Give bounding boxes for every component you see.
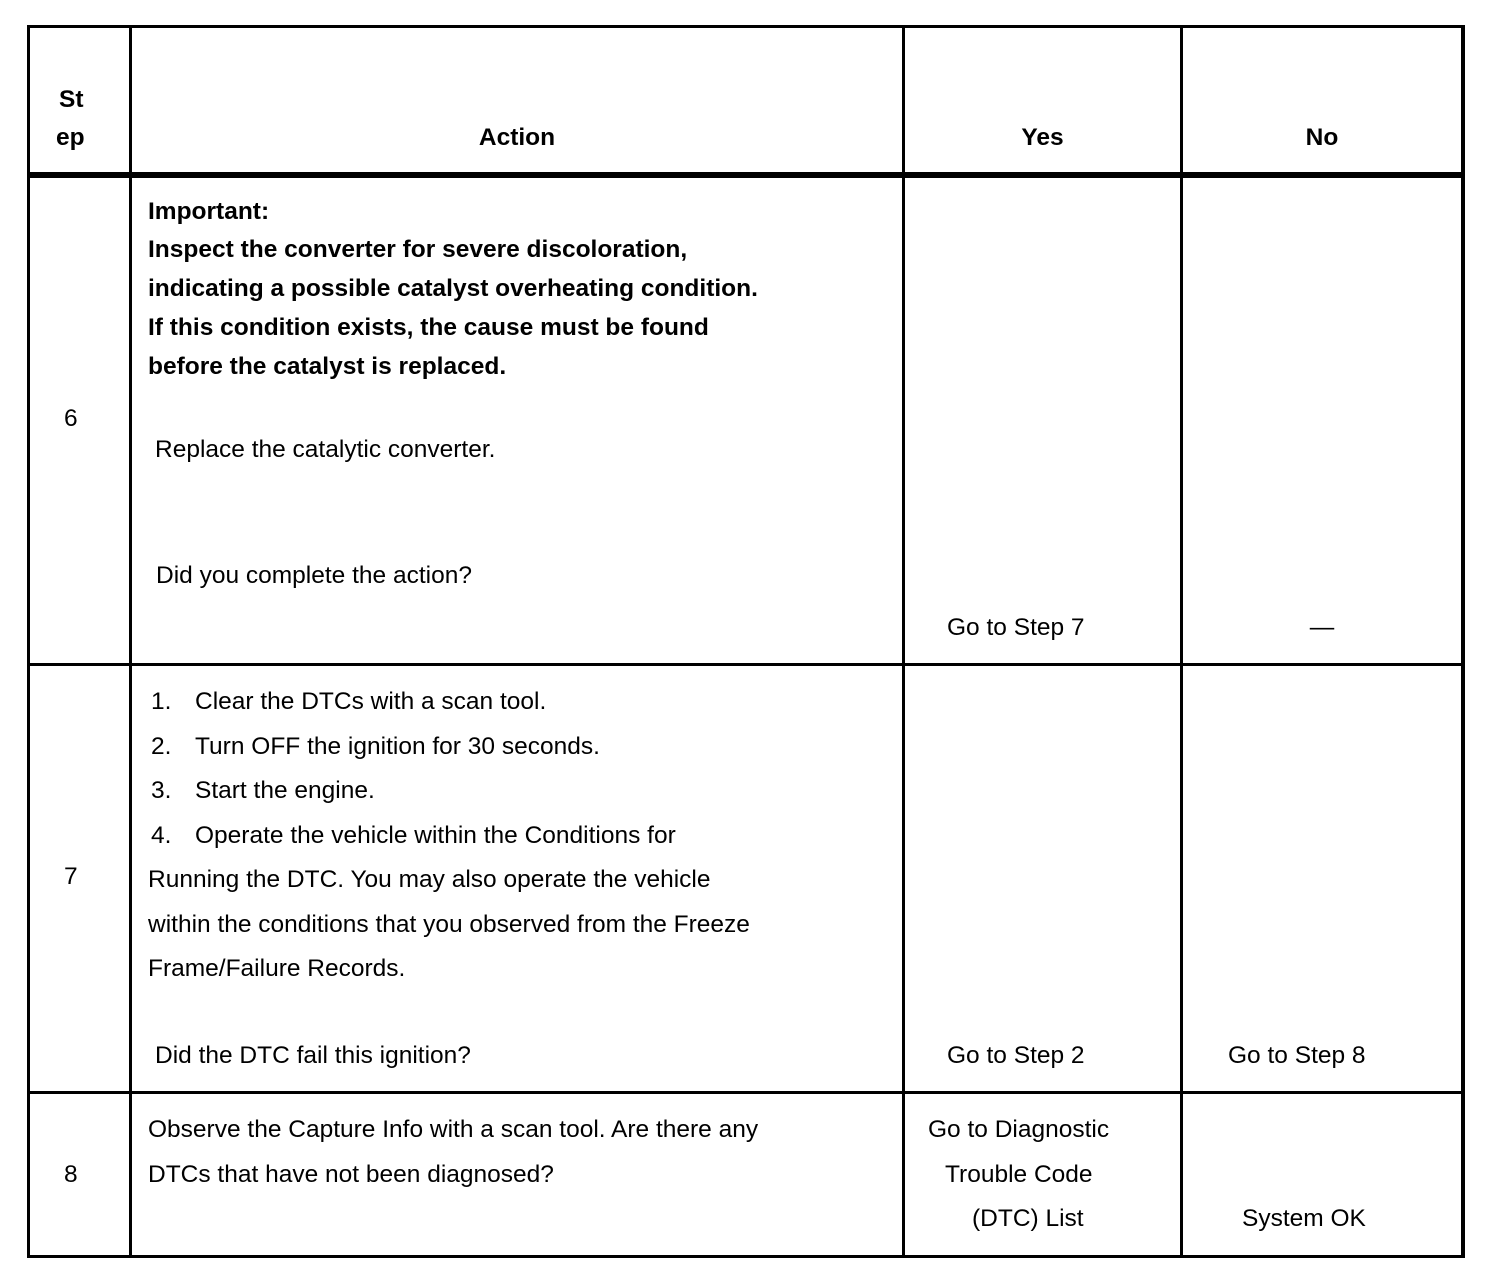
diagnostic-table bbox=[27, 25, 1465, 1258]
list-item-text-1: Clear the DTCs with a scan tool. bbox=[195, 688, 547, 715]
header-step-line1: St bbox=[59, 86, 84, 113]
important-line-3: If this condition exists, the cause must be found bbox=[148, 314, 709, 341]
important-line-4: before the catalyst is replaced. bbox=[148, 353, 507, 380]
table-border-bottom bbox=[27, 1255, 1465, 1258]
important-label: Important: bbox=[148, 198, 270, 225]
step-number-6: 6 bbox=[64, 405, 78, 432]
table-border-right bbox=[1461, 25, 1465, 1258]
yes-result-7: Go to Step 2 bbox=[947, 1042, 1085, 1069]
list-item-text-2: Turn OFF the ignition for 30 seconds. bbox=[195, 733, 600, 760]
no-result-8: System OK bbox=[1242, 1205, 1366, 1232]
no-result-6: — bbox=[1309, 614, 1335, 641]
yes-result-8-line-3: (DTC) List bbox=[972, 1205, 1084, 1232]
list-item-number-1: 1. bbox=[151, 688, 172, 715]
yes-result-8-line-2: Trouble Code bbox=[945, 1161, 1093, 1188]
header-divider bbox=[27, 172, 1465, 178]
step-number-7: 7 bbox=[64, 863, 78, 890]
list-item-number-4: 4. bbox=[151, 822, 172, 849]
action-line-8-2: DTCs that have not been diagnosed? bbox=[148, 1161, 554, 1188]
row-divider-7-8 bbox=[27, 1091, 1465, 1094]
step-number-8: 8 bbox=[64, 1161, 78, 1188]
question-text-7: Did the DTC fail this ignition? bbox=[155, 1042, 471, 1069]
column-divider-action bbox=[129, 25, 132, 1258]
list-item-text-4: Operate the vehicle within the Conditions for bbox=[195, 822, 676, 849]
no-result-7: Go to Step 8 bbox=[1228, 1042, 1366, 1069]
header-action: Action bbox=[478, 124, 556, 151]
table-border-top bbox=[27, 25, 1465, 28]
column-divider-no bbox=[1180, 25, 1183, 1258]
question-text: Did you complete the action? bbox=[156, 562, 472, 589]
table-border-left bbox=[27, 25, 30, 1258]
row-divider-6-7 bbox=[27, 663, 1465, 666]
important-line-1: Inspect the converter for severe discoloration, bbox=[148, 236, 688, 263]
yes-result-6: Go to Step 7 bbox=[947, 614, 1085, 641]
header-step-line2: ep bbox=[56, 124, 85, 151]
continuation-line-1: Running the DTC. You may also operate the vehicle bbox=[148, 866, 711, 893]
list-item-text-3: Start the engine. bbox=[195, 777, 375, 804]
important-line-2: indicating a possible catalyst overheating condition. bbox=[148, 275, 758, 302]
continuation-line-2: within the conditions that you observed from the Freeze bbox=[148, 911, 750, 938]
column-divider-yes bbox=[902, 25, 905, 1258]
continuation-line-3: Frame/Failure Records. bbox=[148, 955, 406, 982]
header-no: No bbox=[1305, 124, 1339, 151]
header-yes: Yes bbox=[1021, 124, 1064, 151]
list-item-number-3: 3. bbox=[151, 777, 172, 804]
list-item-number-2: 2. bbox=[151, 733, 172, 760]
instruction-text: Replace the catalytic converter. bbox=[155, 436, 496, 463]
yes-result-8-line-1: Go to Diagnostic bbox=[928, 1116, 1110, 1143]
action-line-8-1: Observe the Capture Info with a scan tool. Are there any bbox=[148, 1116, 759, 1143]
